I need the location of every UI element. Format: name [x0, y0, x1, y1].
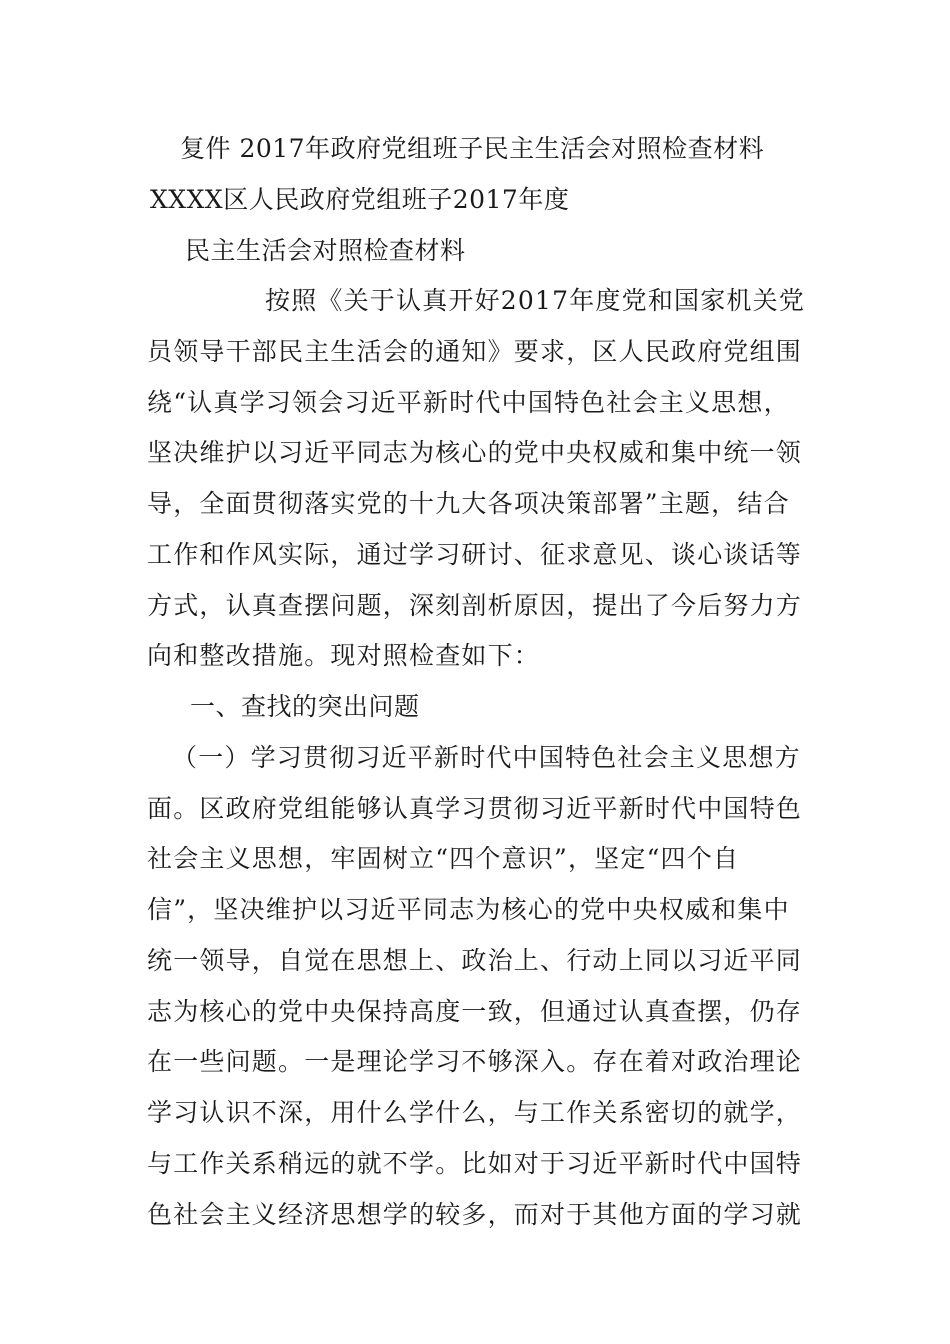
intro-line: 员领导干部民主生活会的通知》要求，区人民政府党组围 [147, 337, 803, 366]
section-line: 学习认识不深，用什么学什么，与工作关系密切的就学， [147, 1098, 803, 1127]
section-line: 统一领导，自觉在思想上、政治上、行动上同以习近平同 [147, 946, 803, 975]
intro-line: 绕“认真学习领会习近平新时代中国特色社会主义思想， [147, 388, 790, 417]
section-line: 面。区政府党组能够认真学习贯彻习近平新时代中国特色 [147, 794, 803, 823]
section-line: 志为核心的党中央保持高度一致，但通过认真查摆，仍存 [147, 997, 803, 1026]
section-line: （一）学习贯彻习近平新时代中国特色社会主义思想方 [172, 743, 801, 772]
section-line: 社会主义思想，牢固树立“四个意识”，坚定“四个自 [147, 844, 740, 873]
intro-line: 坚决维护以习近平同志为核心的党中央权威和集中统一领 [147, 438, 803, 467]
section-line: 在一些问题。一是理论学习不够深入。存在着对政治理论 [147, 1047, 803, 1076]
heading-line-1: XXXX区人民政府党组班子2017年度 [150, 185, 570, 214]
intro-line: 向和整改措施。现对照检查如下： [147, 641, 541, 670]
section-line: 与工作关系稍远的就不学。比如对于习近平新时代中国特 [147, 1149, 803, 1178]
section-line: 信”，坚决维护以习近平同志为核心的党中央权威和集中 [147, 895, 790, 924]
intro-line: 工作和作风实际，通过学习研讨、征求意见、谈心谈话等 [147, 540, 803, 569]
document-title: 复件 2017年政府党组班子民主生活会对照检查材料 [180, 134, 765, 163]
section-heading: 一、查找的突出问题 [190, 692, 420, 721]
heading-line-2: 民主生活会对照检查材料 [185, 236, 466, 265]
intro-line: 方式，认真查摆问题，深刻剖析原因，提出了今后努力方 [147, 591, 803, 620]
intro-line: 按照《关于认真开好2017年度党和国家机关党 [265, 286, 806, 315]
section-line: 色社会主义经济思想学的较多，而对于其他方面的学习就 [147, 1200, 803, 1229]
intro-line: 导，全面贯彻落实党的十九大各项决策部署”主题，结合 [147, 489, 790, 518]
